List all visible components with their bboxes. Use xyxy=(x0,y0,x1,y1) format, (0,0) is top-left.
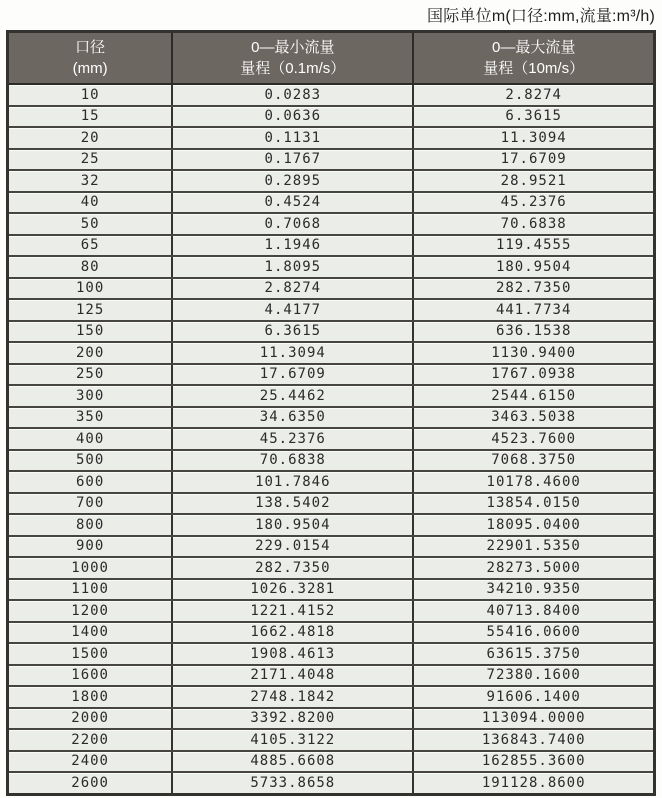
cell-min-flow: 1908.4613 xyxy=(172,643,413,665)
cell-max-flow: 22901.5350 xyxy=(413,536,654,558)
cell-diameter: 80 xyxy=(8,256,173,278)
table-row xyxy=(8,127,655,149)
cell-max-flow: 11.3094 xyxy=(413,127,654,149)
cell-diameter: 2000 xyxy=(8,708,173,730)
cell-diameter: 350 xyxy=(8,407,173,429)
table-row xyxy=(8,84,655,106)
cell-max-flow: 1130.9400 xyxy=(413,342,654,364)
table-row xyxy=(8,299,655,321)
cell-max-flow: 191128.8600 xyxy=(413,772,654,795)
cell-min-flow: 0.0636 xyxy=(172,106,413,128)
cell-min-flow: 6.3615 xyxy=(172,321,413,343)
cell-max-flow: 2.8274 xyxy=(413,84,654,106)
cell-max-flow: 28273.5000 xyxy=(413,557,654,579)
table-row xyxy=(8,342,655,364)
cell-diameter: 40 xyxy=(8,192,173,214)
table-row xyxy=(8,665,655,687)
cell-diameter: 800 xyxy=(8,514,173,536)
cell-max-flow: 1767.0938 xyxy=(413,364,654,386)
column-header-min-flow-line1: 0—最小流量 xyxy=(251,39,335,56)
cell-diameter: 100 xyxy=(8,278,173,300)
cell-min-flow: 4105.3122 xyxy=(172,729,413,751)
cell-max-flow: 162855.3600 xyxy=(413,751,654,773)
cell-diameter: 250 xyxy=(8,364,173,386)
cell-diameter: 500 xyxy=(8,450,173,472)
cell-diameter: 150 xyxy=(8,321,173,343)
table-row xyxy=(8,643,655,665)
table-row xyxy=(8,729,655,751)
table-row xyxy=(8,772,655,795)
cell-diameter: 20 xyxy=(8,127,173,149)
cell-diameter: 200 xyxy=(8,342,173,364)
table-row xyxy=(8,235,655,257)
table-row xyxy=(8,557,655,579)
cell-diameter: 2600 xyxy=(8,772,173,795)
table-row xyxy=(8,579,655,601)
cell-max-flow: 180.9504 xyxy=(413,256,654,278)
table-row xyxy=(8,256,655,278)
flow-range-table-grid xyxy=(6,30,656,796)
cell-min-flow: 5733.8658 xyxy=(172,772,413,795)
cell-max-flow: 91606.1400 xyxy=(413,686,654,708)
column-header-min-flow xyxy=(172,32,413,85)
table-row xyxy=(8,106,655,128)
cell-min-flow: 17.6709 xyxy=(172,364,413,386)
table-row xyxy=(8,192,655,214)
table-row xyxy=(8,514,655,536)
cell-diameter: 15 xyxy=(8,106,173,128)
cell-min-flow: 2748.1842 xyxy=(172,686,413,708)
table-row xyxy=(8,493,655,515)
table-row xyxy=(8,213,655,235)
cell-max-flow: 282.7350 xyxy=(413,278,654,300)
table-row xyxy=(8,471,655,493)
table-row xyxy=(8,686,655,708)
cell-diameter: 400 xyxy=(8,428,173,450)
cell-min-flow: 0.2895 xyxy=(172,170,413,192)
cell-min-flow: 0.4524 xyxy=(172,192,413,214)
table-row xyxy=(8,536,655,558)
cell-min-flow: 45.2376 xyxy=(172,428,413,450)
cell-min-flow: 3392.8200 xyxy=(172,708,413,730)
cell-max-flow: 10178.4600 xyxy=(413,471,654,493)
cell-max-flow: 72380.1600 xyxy=(413,665,654,687)
cell-max-flow: 63615.3750 xyxy=(413,643,654,665)
table-row xyxy=(8,708,655,730)
cell-diameter: 1500 xyxy=(8,643,173,665)
cell-diameter: 1400 xyxy=(8,622,173,644)
cell-min-flow: 4.4177 xyxy=(172,299,413,321)
table-row xyxy=(8,364,655,386)
cell-max-flow: 119.4555 xyxy=(413,235,654,257)
cell-min-flow: 1.8095 xyxy=(172,256,413,278)
table-row xyxy=(8,622,655,644)
column-header-diameter-line2: (mm) xyxy=(72,60,108,77)
cell-diameter: 1200 xyxy=(8,600,173,622)
table-row xyxy=(8,751,655,773)
cell-diameter: 25 xyxy=(8,149,173,171)
cell-min-flow: 34.6350 xyxy=(172,407,413,429)
table-row xyxy=(8,428,655,450)
page-title: 国际单位m(口径:mm,流量:m³/h) xyxy=(427,8,655,25)
column-header-max-flow-line2: 量程（10m/s） xyxy=(483,60,585,77)
table-row xyxy=(8,407,655,429)
cell-max-flow: 17.6709 xyxy=(413,149,654,171)
table-header-row xyxy=(8,32,655,85)
cell-max-flow: 3463.5038 xyxy=(413,407,654,429)
table-row xyxy=(8,450,655,472)
cell-min-flow: 25.4462 xyxy=(172,385,413,407)
column-header-diameter-line1: 口径 xyxy=(75,39,106,56)
table-row xyxy=(8,170,655,192)
cell-min-flow: 180.9504 xyxy=(172,514,413,536)
cell-min-flow: 2171.4048 xyxy=(172,665,413,687)
cell-max-flow: 441.7734 xyxy=(413,299,654,321)
cell-min-flow: 282.7350 xyxy=(172,557,413,579)
column-header-max-flow-line1: 0—最大流量 xyxy=(492,39,576,56)
cell-max-flow: 636.1538 xyxy=(413,321,654,343)
cell-max-flow: 7068.3750 xyxy=(413,450,654,472)
cell-diameter: 1100 xyxy=(8,579,173,601)
cell-max-flow: 28.9521 xyxy=(413,170,654,192)
cell-min-flow: 4885.6608 xyxy=(172,751,413,773)
cell-max-flow: 45.2376 xyxy=(413,192,654,214)
cell-min-flow: 0.0283 xyxy=(172,84,413,106)
cell-diameter: 10 xyxy=(8,84,173,106)
table-row xyxy=(8,385,655,407)
cell-diameter: 1600 xyxy=(8,665,173,687)
cell-max-flow: 113094.0000 xyxy=(413,708,654,730)
table-row xyxy=(8,149,655,171)
cell-max-flow: 13854.0150 xyxy=(413,493,654,515)
cell-min-flow: 1026.3281 xyxy=(172,579,413,601)
cell-min-flow: 2.8274 xyxy=(172,278,413,300)
flow-range-table xyxy=(6,30,656,796)
cell-min-flow: 0.7068 xyxy=(172,213,413,235)
cell-min-flow: 1.1946 xyxy=(172,235,413,257)
cell-min-flow: 1221.4152 xyxy=(172,600,413,622)
table-row xyxy=(8,321,655,343)
cell-min-flow: 70.6838 xyxy=(172,450,413,472)
cell-diameter: 125 xyxy=(8,299,173,321)
cell-min-flow: 101.7846 xyxy=(172,471,413,493)
cell-min-flow: 0.1767 xyxy=(172,149,413,171)
cell-max-flow: 40713.8400 xyxy=(413,600,654,622)
cell-max-flow: 55416.0600 xyxy=(413,622,654,644)
table-row xyxy=(8,600,655,622)
cell-max-flow: 6.3615 xyxy=(413,106,654,128)
cell-diameter: 50 xyxy=(8,213,173,235)
cell-diameter: 600 xyxy=(8,471,173,493)
cell-diameter: 2200 xyxy=(8,729,173,751)
cell-max-flow: 70.6838 xyxy=(413,213,654,235)
cell-diameter: 300 xyxy=(8,385,173,407)
cell-max-flow: 4523.7600 xyxy=(413,428,654,450)
cell-diameter: 65 xyxy=(8,235,173,257)
cell-min-flow: 11.3094 xyxy=(172,342,413,364)
cell-max-flow: 136843.7400 xyxy=(413,729,654,751)
cell-min-flow: 138.5402 xyxy=(172,493,413,515)
column-header-min-flow-line2: 量程（0.1m/s） xyxy=(240,60,346,77)
cell-diameter: 2400 xyxy=(8,751,173,773)
cell-diameter: 1000 xyxy=(8,557,173,579)
cell-max-flow: 2544.6150 xyxy=(413,385,654,407)
cell-max-flow: 18095.0400 xyxy=(413,514,654,536)
table-body xyxy=(8,84,655,795)
column-header-max-flow xyxy=(413,32,654,85)
cell-min-flow: 1662.4818 xyxy=(172,622,413,644)
column-header-diameter xyxy=(8,32,173,85)
cell-min-flow: 0.1131 xyxy=(172,127,413,149)
cell-diameter: 700 xyxy=(8,493,173,515)
cell-min-flow: 229.0154 xyxy=(172,536,413,558)
cell-max-flow: 34210.9350 xyxy=(413,579,654,601)
table-row xyxy=(8,278,655,300)
cell-diameter: 32 xyxy=(8,170,173,192)
cell-diameter: 900 xyxy=(8,536,173,558)
cell-diameter: 1800 xyxy=(8,686,173,708)
